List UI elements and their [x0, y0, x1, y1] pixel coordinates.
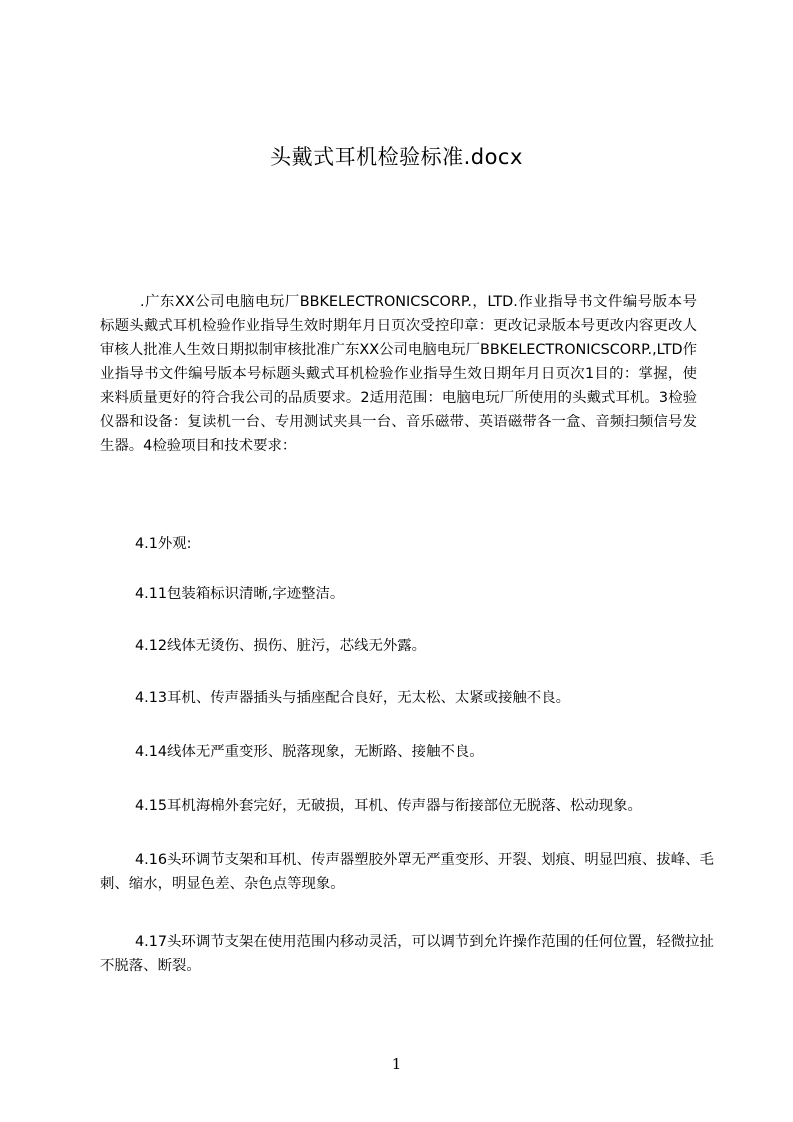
page-number: 1 — [391, 1055, 402, 1073]
item-4-11: 4.11包装箱标识清晰,字迹整洁。 — [135, 586, 345, 602]
section-4-1-heading: 4.1外观: — [135, 536, 192, 552]
item-4-16: 4.16头环调节支架和耳机、传声器塑胶外罩无严重变形、开裂、划痕、明显凹痕、拔峰、毛刺、缩水，明显色差、杂色点等现象。 — [100, 852, 714, 892]
item-4-17: 4.17头环调节支架在使用范围内移动灵活，可以调节到允许操作范围的任何位置，轻微拉扯不脱落、断裂。 — [100, 934, 714, 974]
item-4-15: 4.15耳机海棉外套完好，无破损，耳机、传声器与衔接部位无脱落、松动现象。 — [135, 798, 642, 814]
item-4-12: 4.12线体无烫伤、损伤、脏污，芯线无外露。 — [135, 638, 427, 654]
document-title: 头戴式耳机检验标准.docx — [270, 145, 523, 169]
item-4-14: 4.14线体无严重变形、脱落现象，无断路、接触不良。 — [135, 744, 484, 760]
intro-paragraph: .广东XX公司电脑电玩厂BBKELECTRONICSCORP.，LTD.作业指导书文件编号版本号标题头戴式耳机检验作业指导生效时期年月日页次受控印章：更改记录版本号更改内容更改人审核人批准人生效日期拟制审核批准广东XX公司电脑电玩厂BBKELECTRONICSCORP.,LTD作业指导书文件编号版本号标题头戴式耳机检验作业指导生效日期年月日页次1目的：掌握，使来料质量更好的符合我公司的品质要求。2适用范围：电脑电玩厂所使用的头戴式耳机。3检验仪器和设备：复读机一台、专用测试夹具一台、音乐磁带、英语磁带各一盒、音频扫频信号发生器。4检验项目和技术要求： — [100, 294, 697, 454]
item-4-13: 4.13耳机、传声器插头与插座配合良好，无太松、太紧或接触不良。 — [135, 690, 570, 706]
